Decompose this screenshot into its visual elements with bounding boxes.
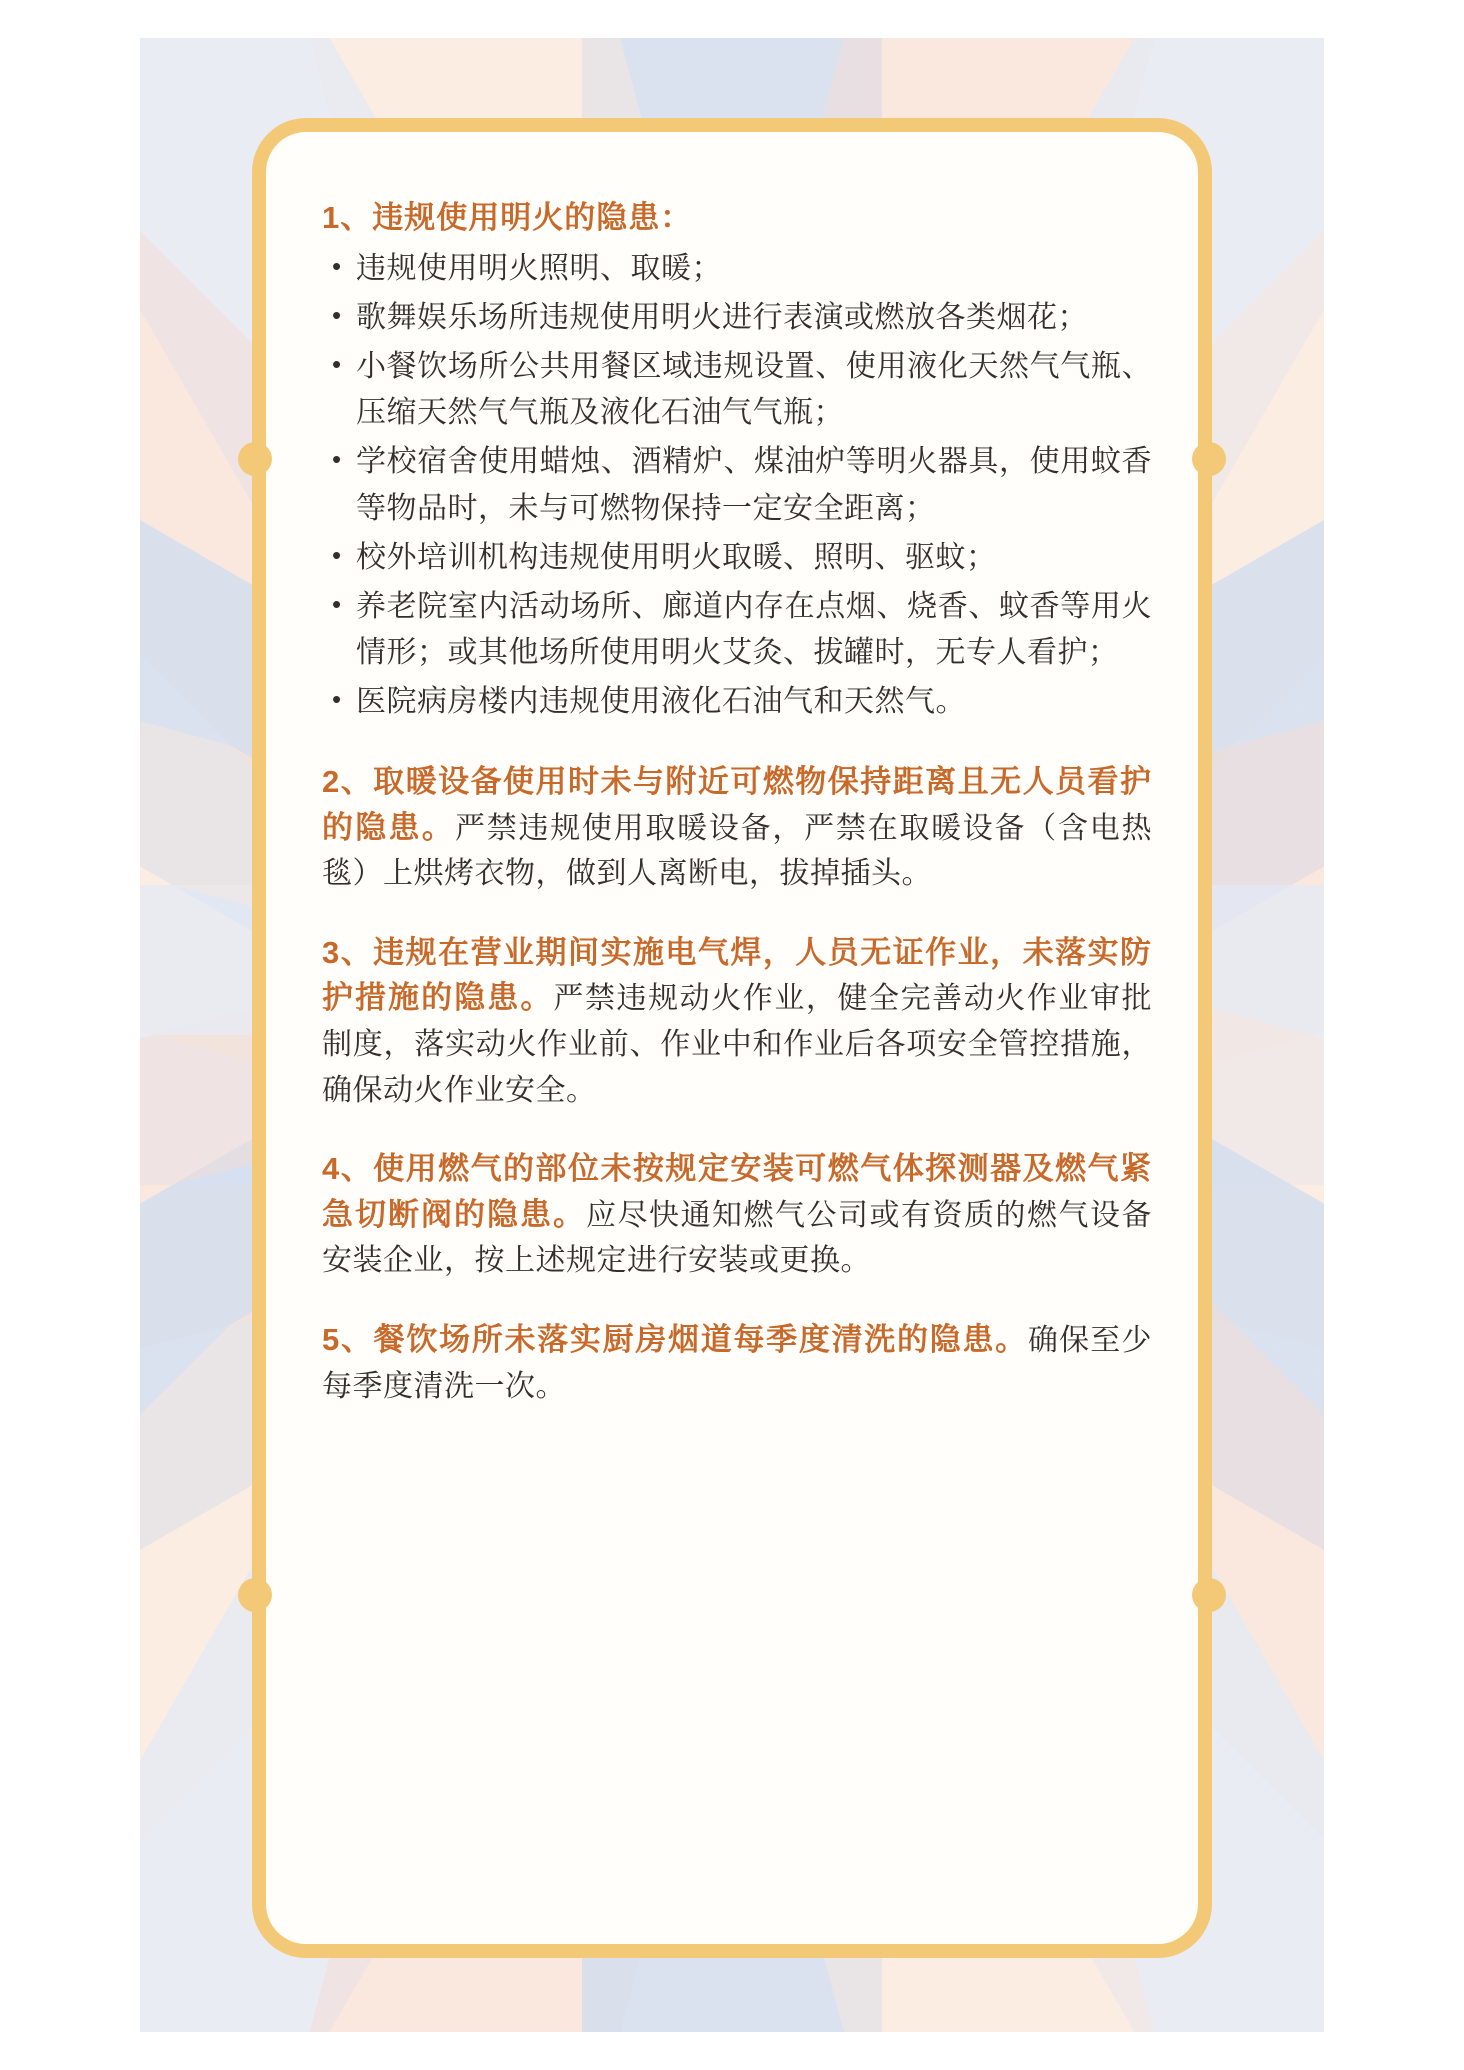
section-body: 严禁违规使用取暖设备，严禁在取暖设备（含电热毯）上烘烤衣物，做到人离断电，拔掉插头。 [322, 811, 1153, 891]
frame-notch-right-top [1192, 442, 1226, 476]
list-item: • 歌舞娱乐场所违规使用明火进行表演或燃放各类烟花； [322, 295, 1152, 342]
hazard-section [322, 1147, 1152, 1284]
section-paragraph-block [322, 1147, 1152, 1284]
frame-notch-right-bottom [1192, 1578, 1226, 1612]
section-heading: 5、餐饮场所未落实厨房烟道每季度清洗的隐患。 [322, 1321, 1028, 1357]
list-item: • 医院病房楼内违规使用液化石油气和天然气。 [322, 679, 1152, 726]
section-heading: 2、取暖设备使用时未与附近可燃物保持距离且无人员看护的隐患。 [322, 763, 1152, 845]
list-item: • 小餐饮场所公共用餐区域违规设置、使用液化天然气气瓶、压缩天然气气瓶及液化石油气气瓶； [322, 344, 1152, 438]
document-content [322, 196, 1152, 1896]
section-body: 确保至少每季度清洗一次。 [322, 1323, 1152, 1403]
section-paragraph-block [322, 1318, 1152, 1409]
section-body: 严禁违规动火作业，健全完善动火作业审批制度，落实动火作业前、作业中和作业后各项安全管控措施，确保动火作业安全。 [322, 982, 1153, 1107]
frame-notch-left-bottom [238, 1578, 272, 1612]
list-item: • 违规使用明火照明、取暖； [322, 246, 1152, 293]
hazard-section [322, 1318, 1152, 1409]
section-heading: 4、使用燃气的部位未按规定安装可燃气体探测器及燃气紧急切断阀的隐患。 [322, 1151, 1152, 1232]
section-body: 应尽快通知燃气公司或有资质的燃气设备安装企业，按上述规定进行安装或更换。 [322, 1198, 1152, 1278]
hazard-section [322, 196, 1152, 726]
hazard-section [322, 931, 1152, 1113]
frame-notch-left-top [238, 442, 272, 476]
list-item: • 养老院室内活动场所、廊道内存在点烟、烧香、蚊香等用火情形；或其他场所使用明火艾灸、拔罐时，无专人看护； [322, 584, 1152, 678]
hazard-bullet-list [322, 246, 1152, 726]
list-item: • 校外培训机构违规使用明火取暖、照明、驱蚊； [322, 535, 1152, 582]
section-paragraph-block [322, 760, 1152, 897]
list-item: • 学校宿舍使用蜡烛、酒精炉、煤油炉等明火器具，使用蚊香等物品时，未与可燃物保持一定安全距离； [322, 439, 1152, 533]
section-paragraph-block [322, 931, 1152, 1113]
section-heading: 1、违规使用明火的隐患： [322, 200, 693, 235]
section-heading: 3、违规在营业期间实施电气焊，人员无证作业，未落实防护措施的隐患。 [322, 934, 1152, 1016]
hazard-section [322, 760, 1152, 897]
